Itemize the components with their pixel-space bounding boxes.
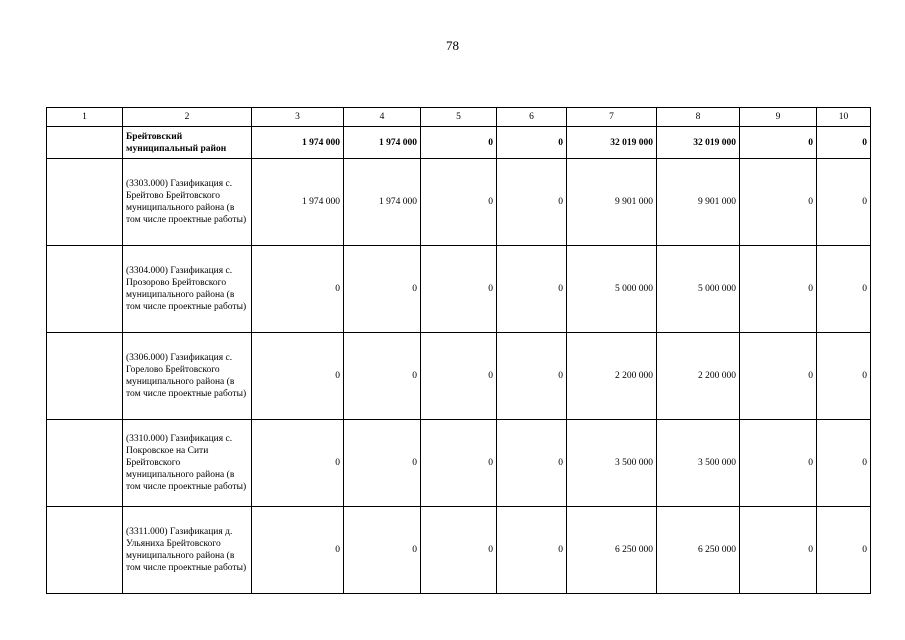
value-cell: 9 901 000 (567, 159, 657, 246)
table-row (47, 420, 871, 507)
district-name-cell (123, 127, 252, 159)
value-cell: 0 (740, 246, 817, 333)
project-name: (3310.000) Газификация с. Покровское на Сити Брейтовского муниципального района (в том числе проектные работы) (126, 434, 247, 492)
value-cell: 0 (421, 507, 497, 594)
empty-cell (47, 159, 123, 246)
value-cell: 5 000 000 (567, 246, 657, 333)
value-cell: 3 500 000 (657, 420, 740, 507)
value-cell: 0 (817, 127, 871, 159)
value-cell: 0 (817, 159, 871, 246)
value-cell: 0 (740, 159, 817, 246)
value-cell: 0 (817, 507, 871, 594)
value-cell: 6 250 000 (657, 507, 740, 594)
value-cell: 3 500 000 (567, 420, 657, 507)
table-row (47, 333, 871, 420)
empty-cell (47, 420, 123, 507)
table-row (47, 507, 871, 594)
value-cell: 0 (421, 159, 497, 246)
project-name: (3303.000) Газификация с. Брейтово Брейтовского муниципального района (в том числе проектные работы) (126, 179, 247, 225)
value-cell: 32 019 000 (567, 127, 657, 159)
value-cell: 0 (497, 420, 567, 507)
column-number: 4 (344, 108, 421, 127)
budget-table (46, 107, 871, 594)
value-cell: 0 (740, 127, 817, 159)
project-name-cell (123, 159, 252, 246)
value-cell: 0 (344, 420, 421, 507)
value-cell: 1 974 000 (344, 127, 421, 159)
value-cell: 2 200 000 (567, 333, 657, 420)
table-row (47, 159, 871, 246)
value-cell: 0 (252, 507, 344, 594)
project-name-cell (123, 420, 252, 507)
column-number: 7 (567, 108, 657, 127)
district-name: Брейтовский муниципальный район (126, 131, 227, 154)
value-cell: 0 (421, 246, 497, 333)
value-cell: 0 (497, 246, 567, 333)
value-cell: 6 250 000 (567, 507, 657, 594)
value-cell: 0 (421, 127, 497, 159)
column-number: 3 (252, 108, 344, 127)
project-name: (3311.000) Газификация д. Ульяниха Брейтовского муниципального района (в том числе проектные работы) (126, 527, 247, 573)
value-cell: 0 (252, 420, 344, 507)
value-cell: 0 (344, 246, 421, 333)
value-cell: 0 (497, 127, 567, 159)
value-cell: 0 (740, 420, 817, 507)
column-number: 1 (47, 108, 123, 127)
project-name: (3304.000) Газификация с. Прозорово Брейтовского муниципального района (в том числе проектные работы) (126, 266, 247, 312)
value-cell: 0 (344, 333, 421, 420)
value-cell: 1 974 000 (252, 159, 344, 246)
page-number: 78 (446, 38, 459, 53)
value-cell: 0 (817, 246, 871, 333)
value-cell: 0 (740, 333, 817, 420)
value-cell: 0 (497, 333, 567, 420)
project-name-cell (123, 333, 252, 420)
column-number: 2 (123, 108, 252, 127)
project-name-cell (123, 507, 252, 594)
table-row (47, 246, 871, 333)
value-cell: 32 019 000 (657, 127, 740, 159)
column-number: 9 (740, 108, 817, 127)
value-cell: 0 (740, 507, 817, 594)
value-cell: 0 (252, 246, 344, 333)
value-cell: 5 000 000 (657, 246, 740, 333)
district-total-row (47, 127, 871, 159)
empty-cell (47, 507, 123, 594)
project-name: (3306.000) Газификация с. Горелово Брейтовского муниципального района (в том числе проектные работы) (126, 353, 247, 399)
value-cell: 1 974 000 (252, 127, 344, 159)
value-cell: 0 (421, 420, 497, 507)
value-cell: 9 901 000 (657, 159, 740, 246)
empty-cell (47, 127, 123, 159)
value-cell: 0 (497, 507, 567, 594)
value-cell: 0 (817, 420, 871, 507)
column-number: 5 (421, 108, 497, 127)
value-cell: 1 974 000 (344, 159, 421, 246)
value-cell: 0 (421, 333, 497, 420)
value-cell: 0 (497, 159, 567, 246)
column-number: 10 (817, 108, 871, 127)
column-number: 6 (497, 108, 567, 127)
empty-cell (47, 333, 123, 420)
project-name-cell (123, 246, 252, 333)
column-number-row (47, 108, 871, 127)
value-cell: 0 (817, 333, 871, 420)
value-cell: 0 (344, 507, 421, 594)
value-cell: 2 200 000 (657, 333, 740, 420)
empty-cell (47, 246, 123, 333)
column-number: 8 (657, 108, 740, 127)
value-cell: 0 (252, 333, 344, 420)
